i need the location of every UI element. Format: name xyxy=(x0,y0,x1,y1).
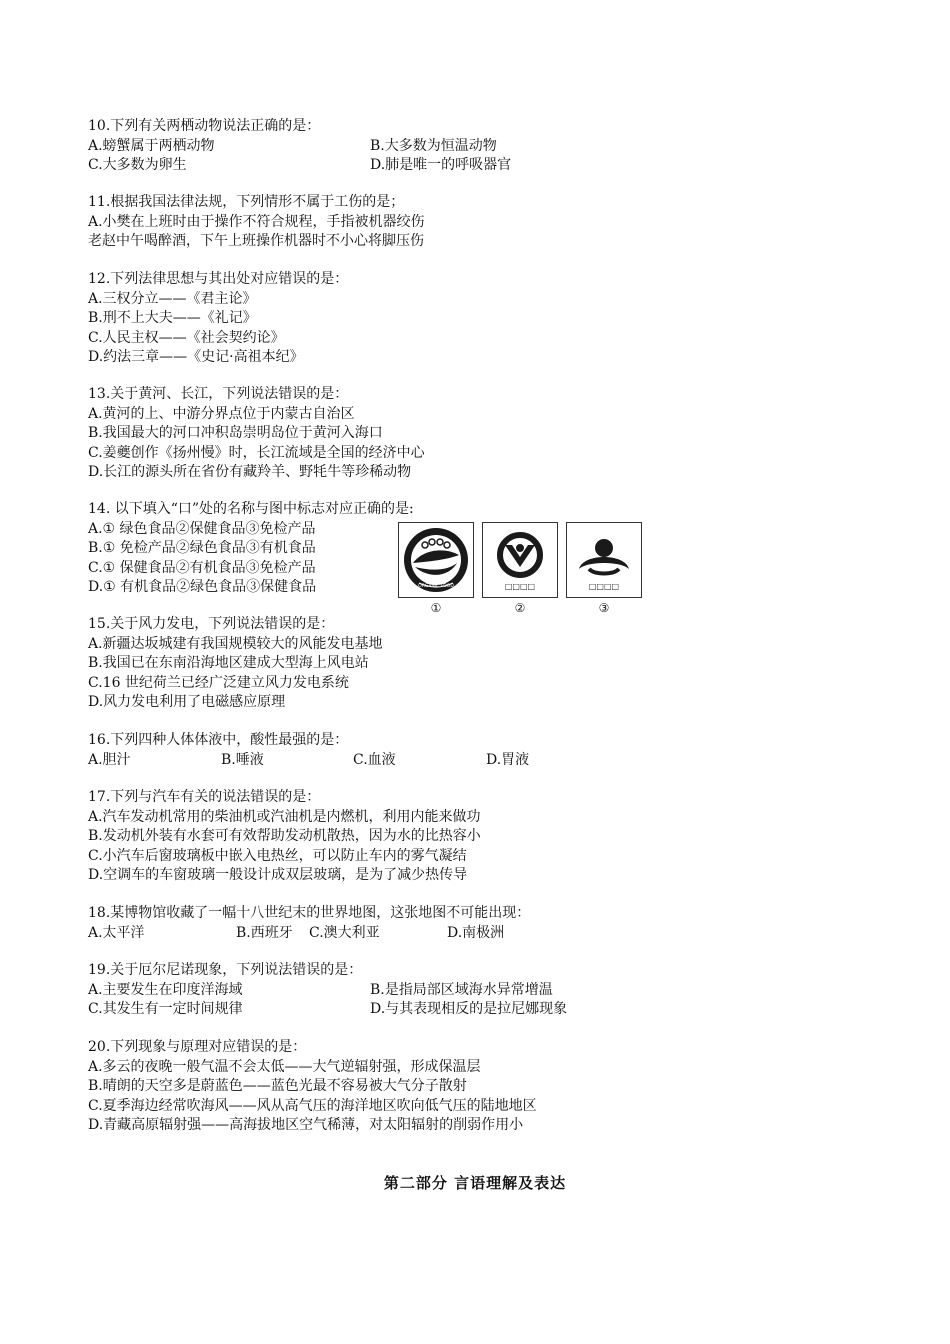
option-a: A.胆汁 xyxy=(88,751,131,768)
health-food-logo-icon xyxy=(566,522,642,598)
option-d: D.与其表现相反的是拉尼娜现象 xyxy=(370,1001,568,1017)
option-a: A.螃蟹属于两栖动物 xyxy=(88,137,215,154)
option-d: D.约法三章——《史记·高祖本纪》 xyxy=(88,349,304,365)
options-row xyxy=(88,924,708,944)
food-logos-figure xyxy=(398,522,646,618)
option-b: B.刑不上大夫——《礼记》 xyxy=(88,310,257,326)
option-d: D.空调车的车窗玻璃一般设计成双层玻璃，是为了减少热传导 xyxy=(88,867,468,883)
option-c: C.大多数为卵生 xyxy=(88,157,187,173)
question-stem: 17.下列与汽车有关的说法错误的是： xyxy=(88,789,321,805)
section-title: 第二部分 言语理解及表达 xyxy=(383,1174,567,1192)
question-10 xyxy=(88,117,708,176)
option-b: 老赵中午喝醉酒，下午上班操作机器时不小心将脚压伤 xyxy=(88,233,424,249)
option-b: B.① 免检产品②绿色食品③有机食品 xyxy=(88,540,316,556)
option-b: B.唾液 xyxy=(221,751,264,768)
question-stem: 15.关于风力发电，下列说法错误的是： xyxy=(88,616,335,632)
question-stem: 16.下列四种人体体液中，酸性最强的是： xyxy=(88,732,349,748)
option-c: C.① 保健食品②有机食品③免检产品 xyxy=(88,559,316,576)
question-stem: 11.根据我国法律法规，下列情形不属于工伤的是； xyxy=(88,194,405,210)
option-a: A.主要发生在印度洋海域 xyxy=(88,981,243,998)
option-d: D.肺是唯一的呼吸器官 xyxy=(370,157,512,173)
option-d: D.南极洲 xyxy=(447,924,505,941)
question-12 xyxy=(88,270,708,368)
question-19 xyxy=(88,961,708,1020)
option-b: B.晴朗的天空多是蔚蓝色——蓝色光最不容易被大气分子散射 xyxy=(88,1078,467,1094)
option-d: D.青藏高原辐射强——高海拔地区空气稀薄，对太阳辐射的削弱作用小 xyxy=(88,1117,524,1133)
inspection-exempt-logo-icon xyxy=(482,522,558,598)
option-a: A.太平洋 xyxy=(88,924,145,941)
option-d: D.胃液 xyxy=(486,751,530,768)
question-stem: 18.某博物馆收藏了一幅十八世纪末的世界地图，这张地图不可能出现： xyxy=(88,905,531,921)
option-a: A.三权分立——《君主论》 xyxy=(88,290,257,307)
option-b: B.是指局部区域海水异常增温 xyxy=(370,981,553,998)
option-b: B.我国最大的河口冲积岛崇明岛位于黄河入海口 xyxy=(88,425,383,441)
option-a: A.多云的夜晚一般气温不会太低——大气逆辐射强，形成保温层 xyxy=(88,1058,481,1075)
option-b: B.西班牙 xyxy=(236,924,293,941)
option-b: B.我国已在东南沿海地区建成大型海上风电站 xyxy=(88,655,369,671)
options-row xyxy=(88,751,708,771)
option-a: A.汽车发动机常用的柴油机或汽油机是内燃机，利用内能来做功 xyxy=(88,808,481,825)
logo-number: ③ xyxy=(598,601,610,615)
option-c: C.澳大利亚 xyxy=(309,924,380,941)
question-stem: 14. 以下填入“口”处的名称与图中标志对应正确的是: xyxy=(88,501,414,517)
question-stem: 19.关于厄尔尼诺现象，下列说法错误的是： xyxy=(88,962,363,978)
organic-food-logo-icon xyxy=(398,522,474,598)
option-a: A.新疆达坂城建有我国规模较大的风能发电基地 xyxy=(88,635,383,652)
question-20 xyxy=(88,1038,708,1136)
question-13 xyxy=(88,385,708,483)
options-row xyxy=(88,137,708,157)
option-c: C.16 世纪荷兰已经广泛建立风力发电系统 xyxy=(88,674,349,691)
option-b: B.大多数为恒温动物 xyxy=(370,137,497,154)
question-17 xyxy=(88,788,708,886)
option-c: C.小汽车后窗玻璃板中嵌入电热丝，可以防止车内的雾气凝结 xyxy=(88,847,467,864)
option-c: C.人民主权——《社会契约论》 xyxy=(88,329,285,346)
question-11 xyxy=(88,193,708,252)
logo-number: ① xyxy=(430,601,442,615)
option-d: D.① 有机食品②绿色食品③保健食品 xyxy=(88,579,317,595)
logo-caption: □□□□ xyxy=(504,582,536,591)
logo-caption: □□□□ xyxy=(588,582,620,591)
options-row xyxy=(88,1000,708,1020)
option-d: D.风力发电利用了电磁感应原理 xyxy=(88,694,286,710)
options-row xyxy=(88,981,708,1001)
question-stem: 10.下列有关两栖动物说法正确的是： xyxy=(88,118,321,134)
option-c: C.姜夔创作《扬州慢》时，长江流域是全国的经济中心 xyxy=(88,444,425,461)
question-stem: 12.下列法律思想与其出处对应错误的是： xyxy=(88,271,349,287)
question-15 xyxy=(88,615,708,713)
question-stem: 13.关于黄河、长江，下列说法错误的是： xyxy=(88,386,349,402)
option-d: D.长江的源头所在省份有藏羚羊、野牦牛等珍稀动物 xyxy=(88,464,412,480)
options-row xyxy=(88,156,708,176)
option-c: C.其发生有一定时间规律 xyxy=(88,1001,243,1017)
option-b: B.发动机外装有水套可有效帮助发动机散热，因为水的比热容小 xyxy=(88,828,481,844)
question-18 xyxy=(88,904,708,943)
question-16 xyxy=(88,731,708,770)
logo-number: ② xyxy=(514,601,526,615)
option-a: A.黄河的上、中游分界点位于内蒙古自治区 xyxy=(88,405,355,422)
option-c: C.夏季海边经常吹海风——风从高气压的海洋地区吹向低气压的陆地地区 xyxy=(88,1097,537,1114)
option-a: A.小樊在上班时由于操作不符合规程，手指被机器绞伤 xyxy=(88,213,425,230)
question-stem: 20.下列现象与原理对应错误的是： xyxy=(88,1039,307,1055)
option-c: C.血液 xyxy=(353,751,396,768)
logo-caption: ORGANIC FOOD xyxy=(418,584,454,589)
option-a: A.① 绿色食品②保健食品③免检产品 xyxy=(88,520,316,537)
